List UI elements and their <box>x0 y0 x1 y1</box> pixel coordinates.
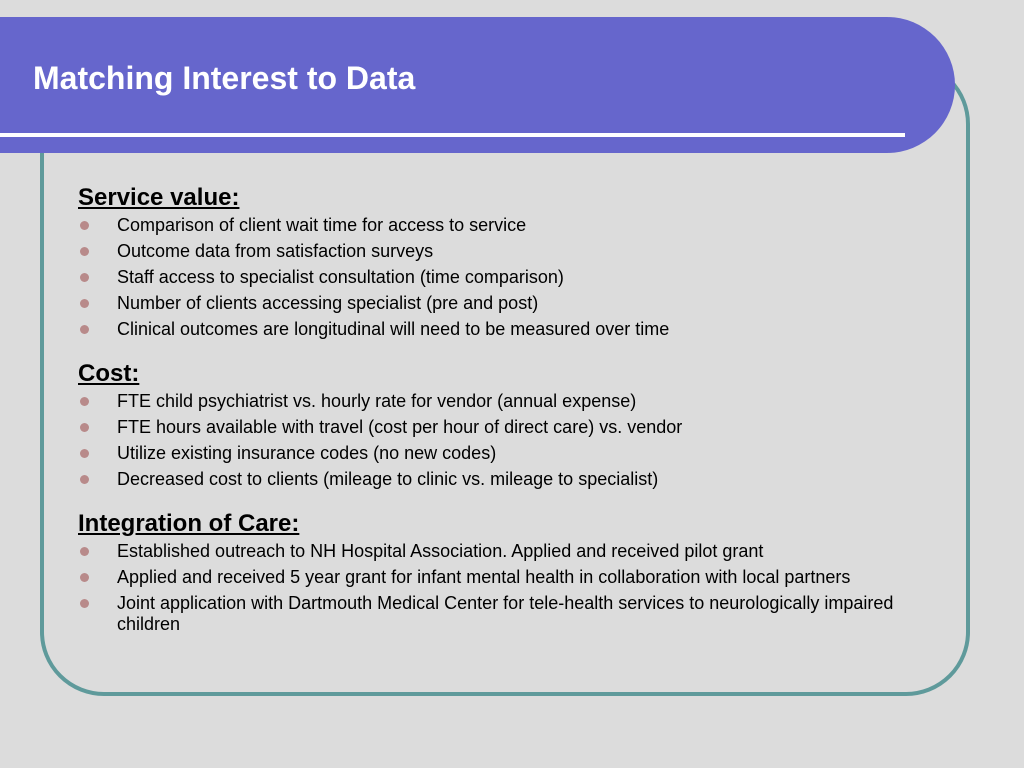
bullet-dot-icon <box>80 325 89 334</box>
list-item <box>78 593 958 635</box>
list-item <box>78 267 958 288</box>
list-item-text: Decreased cost to clients (mileage to clinic vs. mileage to specialist) <box>117 469 659 489</box>
list-item-text: Number of clients accessing specialist (pre and post) <box>117 293 539 313</box>
list-item-text: FTE child psychiatrist vs. hourly rate for vendor (annual expense) <box>117 391 637 411</box>
section-cost <box>78 357 958 490</box>
list-item-text: Utilize existing insurance codes (no new codes) <box>117 443 497 463</box>
list-item-text: Staff access to specialist consultation (time comparison) <box>117 267 564 287</box>
bullet-dot-icon <box>80 397 89 406</box>
list-item-text: Applied and received 5 year grant for infant mental health in collaboration with local partners <box>117 567 851 587</box>
section-heading: Service value: <box>78 184 240 211</box>
list-item <box>78 469 958 490</box>
list-item-text: Joint application with Dartmouth Medical Center for tele-health services to neurologically impaired children <box>117 593 894 634</box>
section-heading: Cost: <box>78 360 140 387</box>
bullet-dot-icon <box>80 299 89 308</box>
list-item-text: Comparison of client wait time for access to service <box>117 215 527 235</box>
bullet-dot-icon <box>80 573 89 582</box>
bullet-dot-icon <box>80 547 89 556</box>
list-item <box>78 319 958 340</box>
bullet-dot-icon <box>80 221 89 230</box>
bullet-dot-icon <box>80 273 89 282</box>
bullet-dot-icon <box>80 449 89 458</box>
list-item <box>78 241 958 262</box>
bullet-dot-icon <box>80 423 89 432</box>
list-item <box>78 417 958 438</box>
bullet-dot-icon <box>80 247 89 256</box>
list-item <box>78 443 958 464</box>
bullet-dot-icon <box>80 599 89 608</box>
list-item-text: Established outreach to NH Hospital Association. Applied and received pilot grant <box>117 541 764 561</box>
list-item-text: Outcome data from satisfaction surveys <box>117 241 434 261</box>
bullet-list <box>78 541 958 635</box>
bullet-list <box>78 391 958 490</box>
bullet-dot-icon <box>80 475 89 484</box>
section-service-value <box>78 181 958 340</box>
section-heading: Integration of Care: <box>78 510 300 537</box>
list-item <box>78 567 958 588</box>
section-integration-of-care <box>78 507 958 635</box>
list-item-text: FTE hours available with travel (cost per hour of direct care) vs. vendor <box>117 417 683 437</box>
title-underline-rule <box>0 133 905 137</box>
list-item <box>78 215 958 236</box>
list-item <box>78 293 958 314</box>
slide-body <box>78 181 958 652</box>
list-item <box>78 541 958 562</box>
list-item <box>78 391 958 412</box>
list-item-text: Clinical outcomes are longitudinal will need to be measured over time <box>117 319 670 339</box>
slide-title: Matching Interest to Data <box>33 60 416 96</box>
bullet-list <box>78 215 958 340</box>
